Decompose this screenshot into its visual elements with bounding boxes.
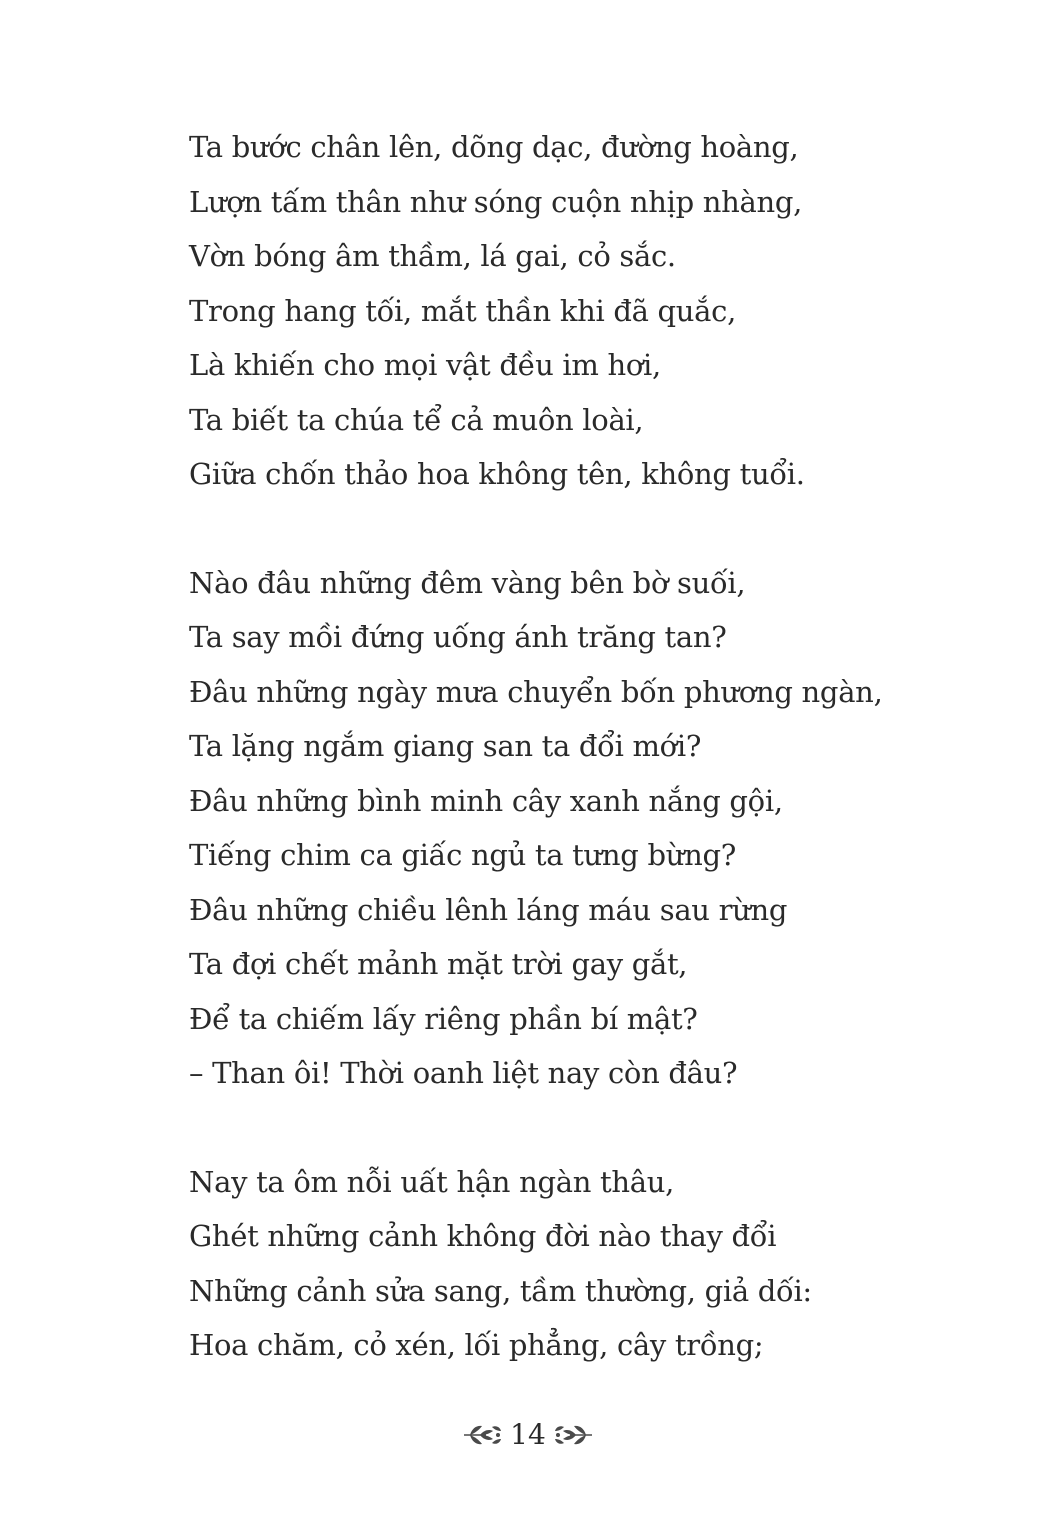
leaf-flourish-icon bbox=[462, 1421, 504, 1449]
poem-line: Nào đâu những đêm vàng bên bờ suối, bbox=[189, 565, 746, 600]
poem-line: Ghét những cảnh không đời nào thay đổi bbox=[189, 1219, 777, 1253]
poem-line: Ta biết ta chúa tể cả muôn loài, bbox=[189, 402, 644, 437]
poem-line: Đâu những ngày mưa chuyển bốn phương ngàn, bbox=[189, 674, 883, 709]
stanza-separator bbox=[189, 1101, 989, 1155]
stanza-2 bbox=[189, 556, 989, 1101]
poem-line: Ta lặng ngắm giang san ta đổi mới? bbox=[189, 729, 702, 763]
page-footer bbox=[0, 1410, 1056, 1460]
poem-line: Ta bước chân lên, dõng dạc, đường hoàng, bbox=[189, 130, 799, 164]
poem-line: Lượn tấm thân như sóng cuộn nhịp nhàng, bbox=[189, 184, 803, 219]
poem-line: Hoa chăm, cỏ xén, lối phẳng, cây trồng; bbox=[189, 1328, 764, 1362]
poem-line: Những cảnh sửa sang, tầm thường, giả dối: bbox=[189, 1273, 812, 1308]
poem-line: Để ta chiếm lấy riêng phần bí mật? bbox=[189, 1001, 698, 1036]
poem-line: Vờn bóng âm thầm, lá gai, cỏ sắc. bbox=[189, 239, 676, 273]
stanza-3 bbox=[189, 1155, 989, 1373]
poem-line: Đâu những chiều lênh láng máu sau rừng bbox=[189, 892, 788, 927]
leaf-flourish-icon bbox=[552, 1421, 594, 1449]
poem-line: Trong hang tối, mắt thần khi đã quắc, bbox=[189, 293, 737, 328]
stanza-1 bbox=[189, 120, 989, 502]
poem-line: Ta đợi chết mảnh mặt trời gay gắt, bbox=[189, 947, 688, 981]
poem-line: Là khiến cho mọi vật đều im hơi, bbox=[189, 348, 661, 382]
poem-body bbox=[189, 120, 989, 1373]
page-number: 14 bbox=[510, 1418, 546, 1451]
poem-line: – Than ôi! Thời oanh liệt nay còn đâu? bbox=[189, 1056, 738, 1090]
poem-line: Ta say mồi đứng uống ánh trăng tan? bbox=[189, 620, 727, 654]
poem-line: Nay ta ôm nỗi uất hận ngàn thâu, bbox=[189, 1164, 675, 1199]
stanza-separator bbox=[189, 502, 989, 556]
poem-line: Đâu những bình minh cây xanh nắng gội, bbox=[189, 783, 783, 818]
poem-line: Tiếng chim ca giấc ngủ ta tưng bừng? bbox=[189, 838, 736, 872]
poem-line: Giữa chốn thảo hoa không tên, không tuổi. bbox=[189, 457, 805, 491]
